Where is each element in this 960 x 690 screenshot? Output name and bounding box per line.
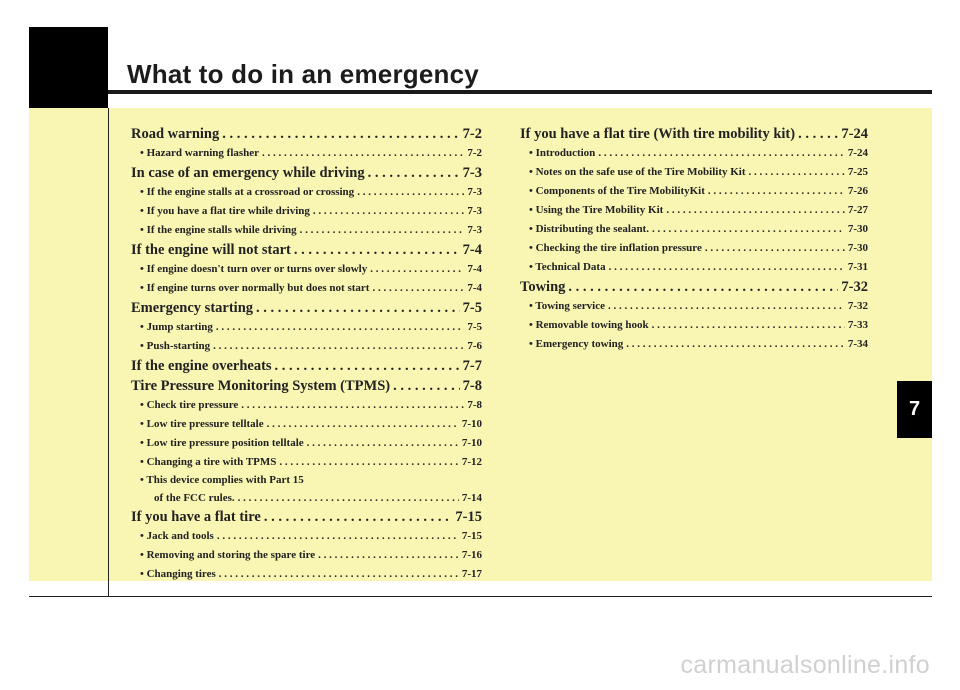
toc-entry-turns-not-start[interactable] (131, 279, 482, 298)
toc-page: 7-2 (467, 147, 482, 159)
dot-leader (370, 260, 464, 279)
toc-page: 7-16 (461, 549, 482, 561)
toc-label: Tire Pressure Monitoring System (TPMS) (131, 378, 391, 394)
toc-page: 7-4 (467, 263, 482, 275)
toc-right-column (520, 124, 868, 354)
toc-page: 7-3 (467, 186, 482, 198)
dot-leader (275, 356, 460, 376)
toc-entry-changing-tpms[interactable] (131, 453, 482, 472)
dot-leader (705, 239, 845, 258)
dot-leader (300, 221, 465, 240)
dot-leader (217, 527, 459, 546)
dot-leader (609, 258, 845, 277)
toc-entry-notes-safe[interactable] (520, 163, 868, 182)
toc-label: • Low tire pressure telltale (140, 418, 264, 430)
toc-label: • Jack and tools (140, 530, 214, 542)
toc-entry-check-pressure[interactable] (131, 396, 482, 415)
toc-page: 7-10 (461, 418, 482, 430)
dot-leader (652, 316, 845, 335)
toc-label: • Low tire pressure position telltale (140, 437, 304, 449)
dot-leader (708, 182, 845, 201)
toc-label: • Changing a tire with TPMS (140, 456, 277, 468)
dot-leader (262, 144, 464, 163)
toc-label: • Technical Data (529, 261, 606, 273)
toc-label: • This device complies with Part 15 (140, 474, 304, 486)
toc-label: • Introduction (529, 147, 596, 159)
dot-leader (666, 201, 844, 220)
toc-label: • Checking the tire inflation pressure (529, 242, 702, 254)
toc-entry-changing-tires[interactable] (131, 565, 482, 584)
toc-label: • Towing service (529, 300, 605, 312)
toc-label: • If the engine stalls at a crossroad or crossing (140, 186, 355, 198)
toc-page: 7-25 (847, 166, 868, 178)
toc-label: • Removing and storing the spare tire (140, 549, 316, 561)
watermark: carmanualsonline.info (680, 651, 930, 679)
toc-entry-hazard-flasher[interactable] (131, 144, 482, 163)
dot-leader (749, 163, 845, 182)
dot-leader (267, 415, 459, 434)
toc-entry-low-telltale[interactable] (131, 415, 482, 434)
dot-leader (368, 163, 460, 183)
toc-page: 7-5 (467, 321, 482, 333)
toc-page: 7-4 (467, 282, 482, 294)
toc-label: If the engine will not start (131, 242, 291, 258)
toc-entry-flat-tire[interactable] (131, 507, 482, 527)
toc-entry-stalls-crossroad[interactable] (131, 183, 482, 202)
toc-left-column (131, 124, 482, 584)
dot-leader (256, 298, 460, 318)
toc-page: 7-31 (847, 261, 868, 273)
dot-leader (318, 546, 459, 565)
dot-leader (608, 297, 845, 316)
toc-entry-low-position[interactable] (131, 434, 482, 453)
toc-page: 7-6 (467, 340, 482, 352)
toc-label: • Using the Tire Mobility Kit (529, 204, 664, 216)
toc-label: Road warning (131, 126, 220, 142)
toc-page: 7-8 (467, 399, 482, 411)
toc-page: 7-10 (461, 437, 482, 449)
toc-entry-using-kit[interactable] (520, 201, 868, 220)
chapter-tab[interactable]: 7 (897, 381, 932, 438)
toc-label: of the FCC rules. (154, 492, 235, 504)
toc-label: • Jump starting (140, 321, 213, 333)
toc-page: 7-2 (462, 126, 482, 142)
bottom-rule (29, 596, 932, 597)
toc-page: 7-4 (462, 242, 482, 258)
toc-entry-towing-service[interactable] (520, 297, 868, 316)
toc-page: 7-5 (462, 300, 482, 316)
toc-entry-fcc-line2[interactable] (131, 489, 482, 507)
toc-entry-not-turn-over[interactable] (131, 260, 482, 279)
toc-label: In case of an emergency while driving (131, 165, 365, 181)
toc-entry-jack-tools[interactable] (131, 527, 482, 546)
toc-entry-stalls-driving[interactable] (131, 221, 482, 240)
toc-page: 7-15 (461, 530, 482, 542)
toc-page: 7-26 (847, 185, 868, 197)
toc-entry-jump-starting[interactable] (131, 318, 482, 337)
toc-label: • If the engine stalls while driving (140, 224, 297, 236)
toc-page: 7-8 (462, 378, 482, 394)
dot-leader (393, 376, 460, 396)
toc-entry-spare-tire[interactable] (131, 546, 482, 565)
page-title: What to do in an emergency (127, 59, 479, 89)
toc-label: • Components of the Tire MobilityKit (529, 185, 705, 197)
toc-entry-removable-hook[interactable] (520, 316, 868, 335)
dot-leader (264, 507, 453, 527)
toc-entry-emergency-driving[interactable] (131, 163, 482, 183)
toc-entry-tpms[interactable] (131, 376, 482, 396)
toc-page: 7-12 (461, 456, 482, 468)
toc-label: • Removable towing hook (529, 319, 649, 331)
toc-entry-overheats[interactable] (131, 356, 482, 376)
chapter-header-block (29, 27, 108, 108)
dot-leader (357, 183, 464, 202)
toc-page: 7-30 (847, 223, 868, 235)
toc-entry-distributing[interactable] (520, 220, 868, 239)
toc-page: 7-3 (467, 224, 482, 236)
toc-label: • If engine doesn't turn over or turns over slowly (140, 263, 368, 275)
toc-page: 7-24 (841, 126, 868, 142)
toc-page: 7-3 (462, 165, 482, 181)
toc-page: 7-30 (847, 242, 868, 254)
toc-entry-flat-mobility[interactable] (520, 124, 868, 144)
toc-entry-fcc-line1[interactable] (131, 472, 482, 489)
toc-entry-components[interactable] (520, 182, 868, 201)
dot-leader (222, 124, 459, 144)
toc-label: • Push-starting (140, 340, 211, 352)
toc-entry-road-warning[interactable] (131, 124, 482, 144)
toc-label: • If you have a flat tire while driving (140, 205, 310, 217)
dot-leader (238, 489, 459, 507)
toc-page: 7-34 (847, 338, 868, 350)
left-divider (108, 108, 109, 597)
toc-entry-push-starting[interactable] (131, 337, 482, 356)
dot-leader (598, 144, 845, 163)
dot-leader (241, 396, 464, 415)
toc-label: Emergency starting (131, 300, 254, 316)
toc-label: If the engine overheats (131, 358, 272, 374)
dot-leader (294, 240, 460, 260)
dot-leader (279, 453, 458, 472)
title-rule (108, 90, 932, 94)
toc-entry-checking-inflation[interactable] (520, 239, 868, 258)
toc-page: 7-32 (841, 279, 868, 295)
toc-entry-flat-while-driving[interactable] (131, 202, 482, 221)
toc-page: 7-33 (847, 319, 868, 331)
toc-label: • If engine turns over normally but does not start (140, 282, 370, 294)
toc-entry-engine-not-start[interactable] (131, 240, 482, 260)
toc-label: Towing (520, 279, 566, 295)
dot-leader (568, 277, 838, 297)
dot-leader (626, 335, 845, 354)
toc-label: If you have a flat tire (131, 509, 261, 525)
dot-leader (652, 220, 845, 239)
toc-page: 7-24 (847, 147, 868, 159)
toc-label: If you have a flat tire (With tire mobility kit) (520, 126, 796, 142)
toc-page: 7-15 (455, 509, 482, 525)
toc-page: 7-17 (461, 568, 482, 580)
toc-page: 7-32 (847, 300, 868, 312)
toc-label: • Notes on the safe use of the Tire Mobility Kit (529, 166, 746, 178)
toc-label: • Hazard warning flasher (140, 147, 260, 159)
toc-page: 7-14 (461, 492, 482, 504)
toc-label: • Emergency towing (529, 338, 624, 350)
dot-leader (216, 318, 464, 337)
dot-leader (219, 565, 459, 584)
toc-entry-emergency-starting[interactable] (131, 298, 482, 318)
toc-page: 7-7 (462, 358, 482, 374)
dot-leader (372, 279, 464, 298)
toc-entry-towing[interactable] (520, 277, 868, 297)
dot-leader (313, 202, 464, 221)
dot-leader (213, 337, 464, 356)
toc-label: • Check tire pressure (140, 399, 239, 411)
dot-leader (307, 434, 459, 453)
toc-entry-technical-data[interactable] (520, 258, 868, 277)
toc-entry-introduction[interactable] (520, 144, 868, 163)
toc-entry-emergency-towing[interactable] (520, 335, 868, 354)
toc-page: 7-27 (847, 204, 868, 216)
toc-label: • Changing tires (140, 568, 216, 580)
dot-leader (798, 124, 838, 144)
toc-page: 7-3 (467, 205, 482, 217)
toc-label: • Distributing the sealant. (529, 223, 649, 235)
